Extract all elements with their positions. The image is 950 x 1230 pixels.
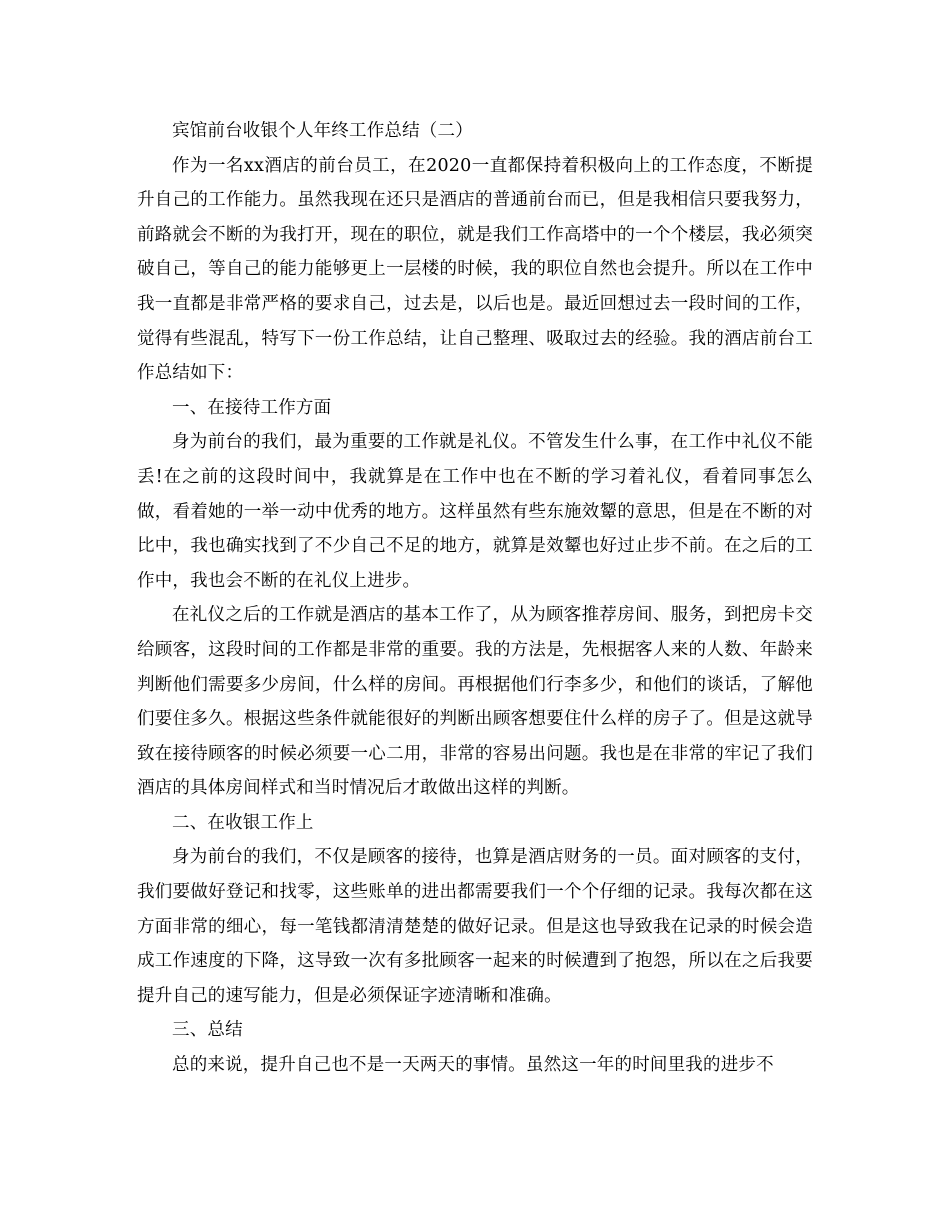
summary-paragraph: 总的来说，提升自己也不是一天两天的事情。虽然这一年的时间里我的进步不 bbox=[172, 1055, 774, 1076]
section-heading-cashier: 二、在收银工作上 bbox=[172, 812, 314, 833]
section-heading-reception: 一、在接待工作方面 bbox=[172, 397, 332, 418]
reception-paragraph-rooms: 在礼仪之后的工作就是酒店的基本工作了，从为顾客推荐房间、服务，到把房卡交给顾客，这段时间的工作都是非常的重要。我的方法是，先根据客人来的人数、年龄来判断他们需要多少房间，什么样的房间。再根据他们行李多少，和他们的谈话，了解他们要住多久。根据这些条件就能很好的判断出顾客想要住什么样的房子了。但是这就导致在接待顾客的时候必须要一心二用，非常的容易出问题。我也是在非常的牢记了我们酒店的具体房间样式和当时情况后才敢做出这样的判断。 bbox=[137, 605, 813, 799]
section-heading-summary: 三、总结 bbox=[172, 1020, 243, 1041]
document-body bbox=[137, 114, 813, 1083]
intro-paragraph: 作为一名xx酒店的前台员工，在2020一直都保持着积极向上的工作态度，不断提升自己的工作能力。虽然我现在还只是酒店的普通前台而已，但是我相信只要我努力，前路就会不断的为我打开，现在的职位，就是我们工作高塔中的一个个楼层，我必须突破自己，等自己的能力能够更上一层楼的时候，我的职位自然也会提升。所以在工作中我一直都是非常严格的要求自己，过去是，以后也是。最近回想过去一段时间的工作，觉得有些混乱，特写下一份工作总结，让自己整理、吸取过去的经验。我的酒店前台工作总结如下： bbox=[137, 155, 813, 384]
reception-paragraph-etiquette: 身为前台的我们，最为重要的工作就是礼仪。不管发生什么事，在工作中礼仪不能丢!在之前的这段时间中，我就算是在工作中也在不断的学习着礼仪，看着同事怎么做，看着她的一举一动中优秀的地方。这样虽然有些东施效颦的意思，但是在不断的对比中，我也确实找到了不少自己不足的地方，就算是效颦也好过止步不前。在之后的工作中，我也会不断的在礼仪上进步。 bbox=[137, 432, 813, 591]
cashier-paragraph: 身为前台的我们，不仅是顾客的接待，也算是酒店财务的一员。面对顾客的支付，我们要做好登记和找零，这些账单的进出都需要我们一个个仔细的记录。我每次都在这方面非常的细心，每一笔钱都清清楚楚的做好记录。但是这也导致我在记录的时候会造成工作速度的下降，这导致一次有多批顾客一起来的时候遭到了抱怨，所以在之后我要提升自己的速写能力，但是必须保证字迹清晰和准确。 bbox=[137, 847, 813, 1006]
document-title: 宾馆前台收银个人年终工作总结（二） bbox=[172, 121, 473, 141]
